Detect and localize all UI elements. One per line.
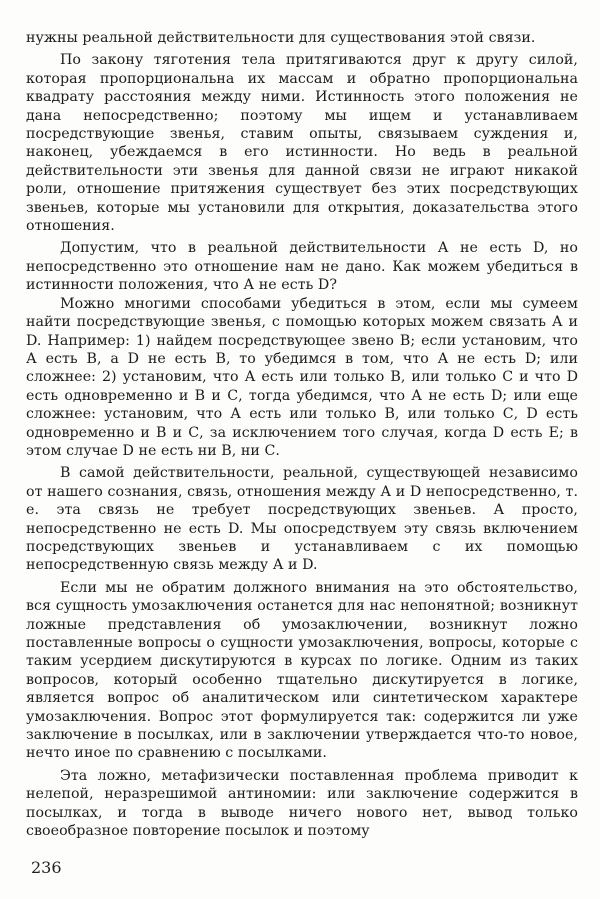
paragraph-4: Можно многими способами убедиться в этом, если мы сумеем найти посредствующие звенья, с помощью которых можем связать А и D. Например: 1) найдем посредствующее звено В; если установим, что А есть В, а D не есть В, то убедимся в том, что А не есть D; или сложнее: 2) установим, что А есть или только В, или только С и что D есть одновременно и В и С, тогда убедимся, что А не есть D; или еще сложнее: установим, что А есть или только В, или только С, D есть одновременно и В и С, за исключением того случая, когда D есть Е; в этом случае D не есть ни В, ни С. [26, 295, 578, 459]
paragraph-7: Эта ложно, метафизически поставленная проблема приводит к нелепой, неразрешимой антиномии: или заключение содержится в посылках, и тогда в выводе ничего нового нет, вывод только своеобразное повторение посылок и поэтому [26, 767, 578, 840]
paragraph-5: В самой действительности, реальной, существующей независимо от нашего сознания, связь, отношения между А и D непосредственно, т. е. эта связь не требует посредствующих звеньев. А просто, непосредственно не есть D. Мы опосредствуем эту связь включением посредствующих звеньев и устанавливаем с их помощью непосредственную связь между А и D. [26, 465, 578, 574]
paragraph-2: По закону тяготения тела притягиваются друг к другу силой, которая пропорциональна их массам и обратно пропорциональна квадрату расстояния между ними. Истинность этого положения не дана непосредственно; поэтому мы ищем и устанавливаем посредствующие звенья, ставим опыты, связываем суждения и, наконец, убеждаемся в его истинности. Но ведь в реальной действительности эти звенья для данной связи не играют никакой роли, отношение притяжения существует без этих посредствующих звеньев, которые мы установили для открытия, доказательства этого отношения. [26, 52, 578, 235]
page-number: 236 [31, 858, 62, 877]
paragraph-3: Допустим, что в реальной действительности А не есть D, но непосредственно это отношение нам не дано. Как можем убедиться в истинности положения, что А не есть D? [26, 240, 578, 294]
body-text [26, 29, 578, 840]
paragraph-6: Если мы не обратим должного внимания на это обстоятельство, вся сущность умозаключения останется для нас непонятной; возникнут ложные представления об умозаключении, возникнут ложно поставленные вопросы о сущности умозаключения, вопросы, которые с таким усердием дискутируются в курсах по логике. Одним из таких вопросов, который особенно тщательно дискутируется в логике, является вопрос об аналитическом или синтетическом характере умозаключения. Вопрос этот формулируется так: содержится ли уже заключение в посылках, или в заключении утверждается что-то новое, нечто иное по сравнению с посылками. [26, 579, 578, 762]
paragraph-1: нужны реальной действительности для существования этой связи. [26, 30, 536, 46]
